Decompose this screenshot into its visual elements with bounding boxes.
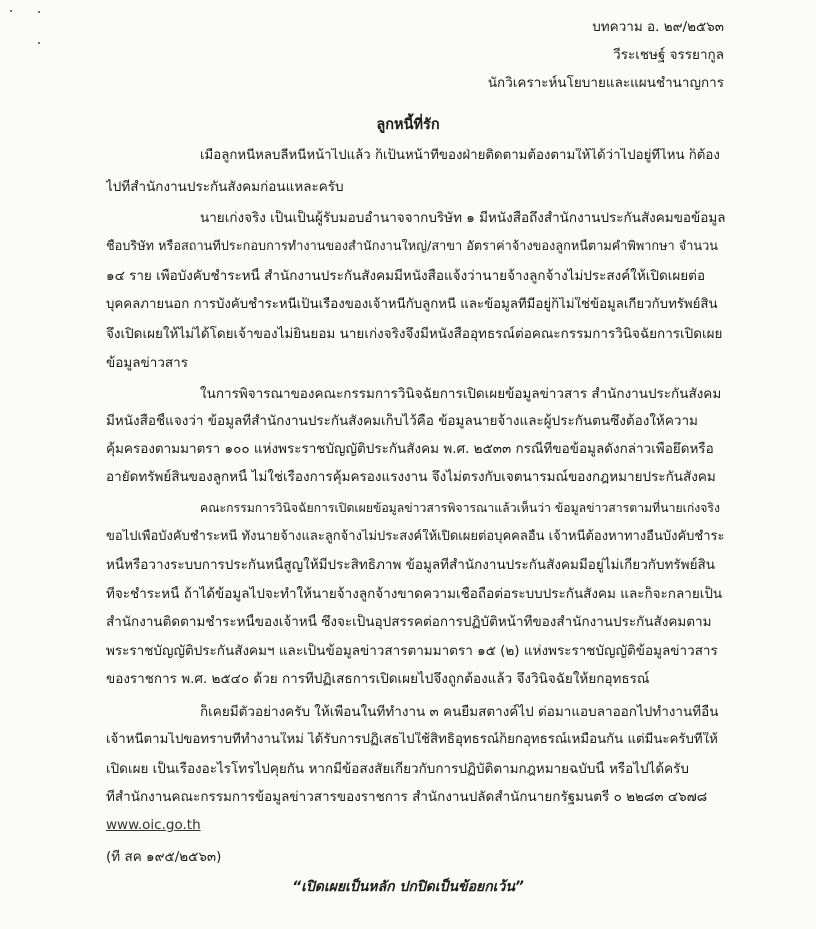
body-line: พระราชบัญญัติประกันสังคมฯ และเป็นข้อมูลข่าวสารตามมาตรา ๑๕ (๒) แห่งพระราชบัญญัติข้อมูลข่าวสาร [106,643,718,659]
body-line: เมื่อลูกหนี้หลบลี้หนีหน้าไปแล้ว ก็เป็นหน้าที่ของฝ่ายติดตามต้องตามให้ได้ว่าไปอยู่ที่ไหน ก็ต้อง [200,148,720,163]
body-line: นายเก่งจริง เป็นเป็นผู้รับมอบอำนาจจากบริษัท ๑ มีหนังสือถึงสำนักงานประกันสังคมขอข้อมูล [200,210,726,226]
body-line: ในการพิจารณาของคณะกรรมการวินิจฉัยการเปิดเผยข้อมูลข่าวสาร สำนักงานประกันสังคม [200,386,722,402]
motto: “เปิดเผยเป็นหลัก ปกปิดเป็นข้อยกเว้น” [292,879,524,895]
body-line: ที่จะชำระหนี้ ถ้าได้ข้อมูลไปจะทำให้นายจ้างลูกจ้างขาดความเชื่อถือต่อระบบประกันสังคม และก็จะกลายเป็น [106,586,723,602]
body-line: คุ้มครองตามมาตรา ๑๐๐ แห่งพระราชบัญญัติประกันสังคม พ.ศ. ๒๕๓๓ กรณีที่ขอข้อมูลดังกล่าวเพื่อยึดหรือ [106,441,714,457]
body-line: คณะกรรมการวินิจฉัยการเปิดเผยข้อมูลข่าวสารพิจารณาแล้วเห็นว่า ข้อมูลข่าวสารตามที่นายเก่งจริง [200,501,720,515]
scan-speck [10,10,12,12]
author-name: วีระเชษฐ์ จรรยากูล [613,47,724,63]
body-line: อายัดทรัพย์สินของลูกหนี้ ไม่ใช่เรื่องการคุ้มครองแรงงาน จึงไม่ตรงกับเจตนารมณ์ของกฎหมายประกันสังคม [106,469,716,485]
body-line: ที่สำนักงานคณะกรรมการข้อมูลข่าวสารของราชการ สำนักงานปลัดสำนักนายกรัฐมนตรี ๐ ๒๒๘๓ ๔๖๗๘ [106,789,708,805]
body-line: ชื่อบริษัท หรือสถานที่ประกอบการทำงานของสำนักงานใหญ่/สาขา อัตราค่าจ้างของลูกหนี้ตามคำพิพากษา จำนวน [106,239,718,254]
body-line: เจ้าหนี้ตามไปขอทราบที่ทำงานใหม่ ได้รับการปฏิเสธไปใช้สิทธิอุทธรณ์ก็ยกอุทธรณ์เหมือนกัน แต่มีนะครับที่ให้ [106,732,718,747]
article-number: บทความ อ. ๒๙/๒๕๖๓ [592,19,724,35]
body-line: ก็เคยมีตัวอย่างครับ ให้เพื่อนในที่ทำงาน ๓ คนยืมสตางค์ไป ต่อมาแอบลาออกไปทำงานที่อื่น [200,704,719,720]
body-line: ๑๔ ราย เพื่อบังคับชำระหนี้ สำนักงานประกันสังคมมีหนังสือแจ้งว่านายจ้างลูกจ้างไม่ประสงค์ให้เปิดเผยต่อ [106,268,706,284]
body-line: จึงเปิดเผยให้ไม่ได้โดยเจ้าของไม่ยินยอม นายเก่งจริงจึงมีหนังสืออุทธรณ์ต่อคณะกรรมการวินิจฉัยการเปิดเผย [106,326,723,342]
body-line: ของราชการ พ.ศ. ๒๕๔๐ ด้วย การที่ปฏิเสธการเปิดเผยไปจึงถูกต้องแล้ว จึงวินิจฉัยให้ยกอุทธรณ์ [106,671,650,687]
document-title: ลูกหนี้ที่รัก [376,117,440,133]
body-line: ไปที่สำนักงานประกันสังคมก่อนแหละครับ [106,179,344,195]
scan-speck [38,11,40,13]
reference-number: (ที่ สค ๑๙๕/๒๕๖๓) [106,849,222,865]
body-line: หนี้หรือวางระบบการประกันหนี้สูญให้มีประสิทธิภาพ ข้อมูลที่สำนักงานประกันสังคมมีอยู่ไม่เกี่ยวกับทรัพย์สิน [106,557,715,573]
body-line: มีหนังสือชี้แจงว่า ข้อมูลที่สำนักงานประกันสังคมเก็บไว้คือ ข้อมูลนายจ้างและผู้ประกันตนซึ่งต้องให้ความ [106,413,698,429]
author-position: นักวิเคราะห์นโยบายและแผนชำนาญการ [487,75,724,91]
body-line: สำนักงานติดตามชำระหนี้ของเจ้าหนี้ ซึ่งจะเป็นอุปสรรคต่อการปฏิบัติหน้าที่ของสำนักงานประกันสังคมตาม [106,614,712,630]
body-line: ข้อมูลข่าวสาร [106,355,188,371]
body-line: เปิดเผย เป็นเรื่องอะไรโทรไปคุยกัน หากมีข้อสงสัยเกี่ยวกับการปฏิบัติตามกฎหมายฉบับนี้ หรือไปได้ครับ [106,761,689,777]
website-link[interactable]: www.oic.go.th [106,817,201,833]
scan-speck [38,42,40,44]
body-line: ขอไปเพื่อบังคับชำระหนี้ ทั้งนายจ้างและลูกจ้างไม่ประสงค์ให้เปิดเผยต่อบุคคลอื่น เจ้าหนี้ต้องหาทางอื่นบังคับชำระ [106,529,725,544]
body-line: บุคคลภายนอก การบังคับชำระหนี้เป็นเรื่องของเจ้าหนี้กับลูกหนี้ และข้อมูลที่มีอยู่ก็ไม่ใช่ข้อมูลเกี่ยวกับทรัพย์สิน [106,297,718,312]
